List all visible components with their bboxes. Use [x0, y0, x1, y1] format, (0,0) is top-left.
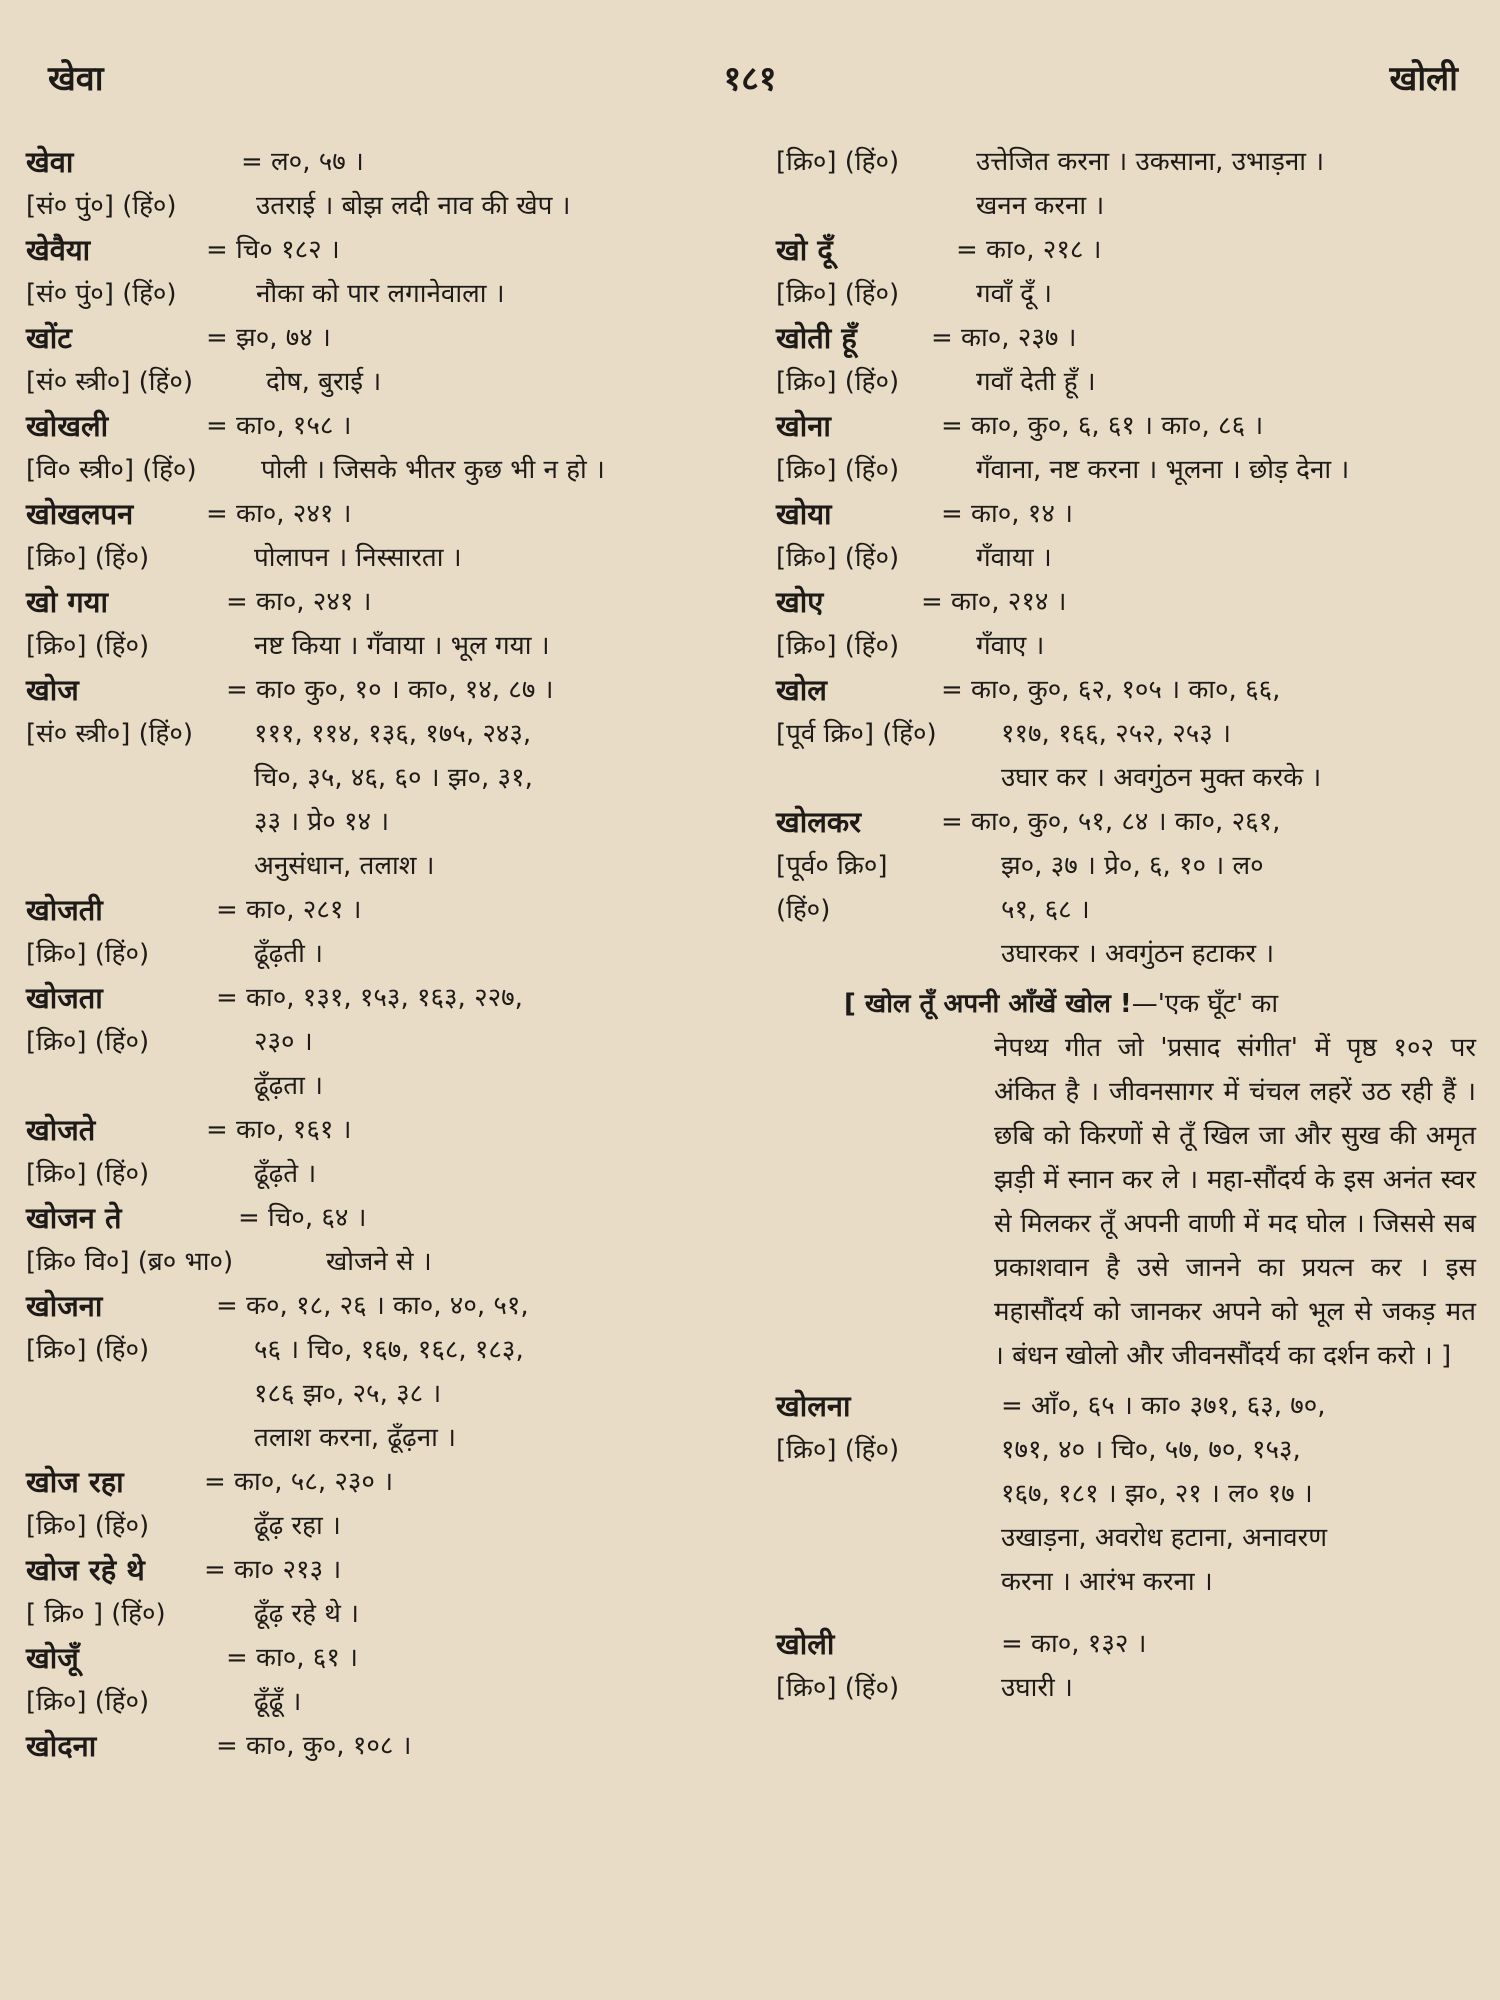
citation: = का०, ५८, २३० ।: [204, 1467, 394, 1497]
grammar: [क्रि०] (हिं०): [776, 147, 900, 177]
headword: खेवा: [26, 145, 74, 179]
definition: गँवाए ।: [976, 631, 1045, 661]
headword: खोजना: [26, 1289, 103, 1323]
entry: [26, 1460, 726, 1548]
headword: खोज रहा: [26, 1465, 124, 1499]
definition: ढूँढूँ ।: [254, 1687, 302, 1717]
definition: १७१, ४० । चि०, ५७, ७०, १५३,: [1001, 1435, 1301, 1465]
page-number: १८१: [723, 59, 777, 99]
citation: = का०, कु०, ६२, १०५ । का०, ६६,: [941, 675, 1281, 705]
headword: खोती हूँ: [776, 321, 857, 355]
headword: खोना: [776, 409, 831, 443]
headword: खोखलपन: [26, 497, 134, 531]
headword: खोज रहे थे: [26, 1553, 145, 1587]
grammar: [सं० स्त्री०] (हिं०): [26, 719, 193, 749]
entry: [26, 1548, 726, 1636]
grammar: [क्रि०] (हिं०): [26, 1335, 150, 1365]
definition-continued: उघारकर । अवगुंठन हटाकर ।: [1001, 939, 1275, 969]
headword: खोजन ते: [26, 1201, 122, 1235]
definition: उत्तेजित करना । उकसाना, उभाड़ना ।: [976, 147, 1325, 177]
definition: ढूँढ़ती ।: [254, 939, 323, 969]
headword: खो गया: [26, 585, 108, 619]
definition: गवाँ देती हूँ ।: [976, 367, 1096, 397]
grammar: [क्रि०] (हिं०): [26, 1511, 150, 1541]
definition: ढूँढ़ रहे थे ।: [254, 1599, 359, 1629]
definition-continued: ढूँढ़ता ।: [254, 1071, 323, 1101]
explanatory-note: [844, 982, 1476, 1378]
grammar: (हिं०): [776, 895, 831, 925]
citation: = का०, कु०, १०८ ।: [216, 1731, 412, 1761]
grammar: [क्रि०] (हिं०): [26, 939, 150, 969]
definition: ५६ । चि०, १६७, १६८, १८३,: [254, 1335, 524, 1365]
definition: उघारी ।: [1001, 1673, 1073, 1703]
definition: ढूँढ़ते ।: [254, 1159, 317, 1189]
entry: [26, 580, 726, 668]
definition: झ०, ३७ । प्रे०, ६, १० । ल०: [1001, 851, 1264, 881]
running-head-right: खोली: [1389, 59, 1458, 99]
citation: = का०, १४ ।: [941, 499, 1073, 529]
note-body: नेपथ्य गीत जो 'प्रसाद संगीत' में पृष्ठ १०२ पर अंकित है । जीवनसागर में चंचल लहरें उठ रही हैं । छबि को किरणों से तूँ खिल जा और सुख की अमृत झड़ी में स्नान कर ले । महा-सौंदर्य के इस अनंत स्वर से मिलकर तूँ अपनी वाणी में मद घोल । जिससे सब प्रकाशवान है उसे जानने का प्रयत्न कर । इस महासौंदर्य को जानकर अपने को भूल से जकड़ मत । बंधन खोलो और जीवनसौंदर्य का दर्शन करो । ]: [994, 1033, 1476, 1371]
headword: खो दूँ: [776, 233, 833, 267]
entry: [776, 404, 1476, 492]
entry: [776, 1622, 1476, 1710]
headword: खेवैया: [26, 233, 91, 267]
grammar: [क्रि०] (हिं०): [776, 631, 900, 661]
definition: गँवाया ।: [976, 543, 1052, 573]
entry: [776, 668, 1476, 800]
headword: खोंट: [26, 321, 72, 355]
grammar: [क्रि०] (हिं०): [776, 455, 900, 485]
grammar: [क्रि०] (हिं०): [776, 367, 900, 397]
headword: खोखली: [26, 409, 109, 443]
citation: = का०, २३७ ।: [931, 323, 1077, 353]
grammar: [क्रि०] (हिं०): [776, 543, 900, 573]
grammar: [क्रि०] (हिं०): [26, 631, 150, 661]
entry: [26, 1636, 726, 1724]
entry: [776, 492, 1476, 580]
grammar: [वि० स्त्री०] (हिं०): [26, 455, 197, 485]
entry: [776, 316, 1476, 404]
grammar: [पूर्व० क्रि०]: [776, 851, 888, 881]
headword: खोलना: [776, 1389, 851, 1423]
citation: = झ०, ७४ ।: [206, 323, 331, 353]
headword: खोजूँ: [26, 1641, 79, 1675]
grammar: [क्रि०] (हिं०): [26, 1159, 150, 1189]
definition: खोजने से ।: [326, 1247, 432, 1277]
definition: गवाँ दूँ ।: [976, 279, 1053, 309]
entry: [26, 1196, 726, 1284]
citation: = का०, २१८ ।: [956, 235, 1102, 265]
citation: = का०, २४१ ।: [226, 587, 372, 617]
citation: = आँ०, ६५ । का० ३७१, ६३, ७०,: [1001, 1391, 1326, 1421]
definition: दोष, बुराई ।: [266, 367, 382, 397]
definition-continued: खनन करना ।: [976, 191, 1105, 221]
citation: = का० कु०, १० । का०, १४, ८७ ।: [226, 675, 554, 705]
grammar: [क्रि०] (हिं०): [26, 1027, 150, 1057]
entry: [776, 800, 1476, 976]
citation: = चि०, ६४ ।: [238, 1203, 367, 1233]
citation: = का०, १६१ ।: [206, 1115, 352, 1145]
definition: पोली । जिसके भीतर कुछ भी न हो ।: [261, 455, 605, 485]
definition: १११, ११४, १३६, १७५, २४३,: [254, 719, 532, 749]
entry: [776, 228, 1476, 316]
definition-continued: अनुसंधान, तलाश ।: [254, 851, 435, 881]
citation: = का०, १५८ ।: [206, 411, 352, 441]
entry: [26, 668, 726, 888]
headword: खोया: [776, 497, 832, 531]
headword: खोए: [776, 585, 824, 619]
note-lead: —'एक घूँट' का: [1131, 989, 1279, 1019]
grammar: [क्रि०] (हिं०): [776, 279, 900, 309]
entry: [26, 1284, 726, 1460]
citation: = ल०, ५७ ।: [241, 147, 364, 177]
definition-continued: ३३ । प्रे० १४ ।: [254, 807, 390, 837]
grammar: [क्रि०] (हिं०): [26, 543, 150, 573]
headword: खोलकर: [776, 805, 862, 839]
entry: [776, 580, 1476, 668]
entry: [26, 404, 726, 492]
headword: खोजते: [26, 1113, 96, 1147]
headword: खोली: [776, 1627, 835, 1661]
definition: नौका को पार लगानेवाला ।: [256, 279, 505, 309]
definition-continued: उखाड़ना, अवरोध हटाना, अनावरण: [1001, 1523, 1328, 1553]
citation: = का० २१३ ।: [204, 1555, 342, 1585]
entry: [26, 228, 726, 316]
entry: [26, 1724, 726, 1768]
grammar: [क्रि० वि०] (ब्र० भा०): [26, 1247, 234, 1277]
definition: ५१, ६८ ।: [1001, 895, 1090, 925]
citation: = का०, ६१ ।: [226, 1643, 358, 1673]
citation: = का०, १३१, १५३, १६३, २२७,: [216, 983, 523, 1013]
grammar: [पूर्व क्रि०] (हिं०): [776, 719, 937, 749]
note-title: [ खोल तूँ अपनी आँखें खोल !: [844, 989, 1132, 1019]
grammar: [सं० पुं०] (हिं०): [26, 191, 177, 221]
headword: खोल: [776, 673, 827, 707]
citation: = का०, २१४ ।: [921, 587, 1067, 617]
citation: = का०, २४१ ।: [206, 499, 352, 529]
citation: = का०, १३२ ।: [1001, 1629, 1147, 1659]
citation: = का०, २८१ ।: [216, 895, 362, 925]
citation: = का०, कु०, ५१, ८४ । का०, २६१,: [941, 807, 1281, 837]
entry: [26, 140, 726, 228]
grammar: [ क्रि० ] (हिं०): [26, 1599, 166, 1629]
headword: खोज: [26, 673, 79, 707]
citation: = चि० १८२ ।: [206, 235, 340, 265]
definition: पोलापन । निस्सारता ।: [254, 543, 462, 573]
grammar: [क्रि०] (हिं०): [776, 1435, 900, 1465]
definition: नष्ट किया । गँवाया । भूल गया ।: [254, 631, 550, 661]
definition-continued: तलाश करना, ढूँढ़ना ।: [254, 1423, 456, 1453]
entry: [26, 492, 726, 580]
entry: [26, 976, 726, 1108]
entry: [776, 140, 1476, 228]
definition-continued: करना । आरंभ करना ।: [1001, 1567, 1213, 1597]
definition: ढूँढ़ रहा ।: [254, 1511, 341, 1541]
running-head-left: खेवा: [48, 59, 104, 99]
headword: खोजता: [26, 981, 103, 1015]
definition: उतराई । बोझ लदी नाव की खेप ।: [256, 191, 571, 221]
grammar: [क्रि०] (हिं०): [776, 1673, 900, 1703]
definition-continued: उघार कर । अवगुंठन मुक्त करके ।: [1001, 763, 1322, 793]
right-column: [776, 140, 1476, 1710]
definition-continued: १८६ झ०, २५, ३८ ।: [254, 1379, 442, 1409]
entry: [776, 1384, 1476, 1604]
left-column: [26, 140, 726, 1768]
definition: २३० ।: [254, 1027, 313, 1057]
grammar: [सं० पुं०] (हिं०): [26, 279, 177, 309]
entry: [26, 888, 726, 976]
entry: [26, 1108, 726, 1196]
grammar: [क्रि०] (हिं०): [26, 1687, 150, 1717]
headword: खोजती: [26, 893, 103, 927]
definition-continued: चि०, ३५, ४६, ६० । झ०, ३१,: [254, 763, 533, 793]
grammar: [सं० स्त्री०] (हिं०): [26, 367, 193, 397]
definition: गँवाना, नष्ट करना । भूलना । छोड़ देना ।: [976, 455, 1350, 485]
definition: ११७, १६६, २५२, २५३ ।: [1001, 719, 1231, 749]
headword: खोदना: [26, 1729, 97, 1763]
entry: [26, 316, 726, 404]
citation: = का०, कु०, ६, ६१ । का०, ८६ ।: [941, 411, 1264, 441]
definition-continued: १६७, १८१ । झ०, २१ । ल० १७ ।: [1001, 1479, 1313, 1509]
citation: = क०, १८, २६ । का०, ४०, ५१,: [216, 1291, 529, 1321]
